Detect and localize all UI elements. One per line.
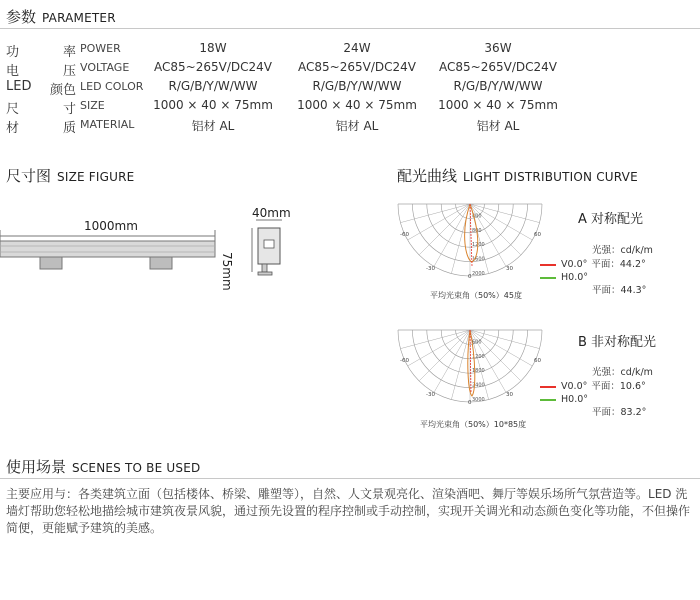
param-value: 18W: [199, 41, 227, 55]
legend-v-swatch: [540, 386, 556, 388]
param-label-zh: [6, 79, 76, 98]
parameter-title-en: PARAMETER: [42, 11, 116, 25]
param-label-en: SIZE: [80, 99, 105, 112]
param-value: 铝材 AL: [191, 119, 235, 133]
polar-angle-label: 0: [468, 274, 472, 280]
legend-h-label: H0.0°: [561, 272, 589, 283]
polar-chart-a: [394, 198, 546, 280]
parameter-header: [6, 6, 116, 27]
param-label-en: POWER: [80, 42, 121, 55]
param-value: 1000 × 40 × 75mm: [153, 98, 273, 112]
legend-plane1: 平面：10.6°: [591, 381, 646, 392]
polar-spoke: [400, 330, 470, 349]
length-label: 1000mm: [84, 219, 138, 233]
param-label-en: LED COLOR: [80, 80, 144, 93]
param-value: AC85~265V/DC24V: [439, 60, 557, 74]
curve-b-unit: 光强：cd/k/m: [592, 367, 653, 378]
param-value: 1000 × 40 × 75mm: [297, 98, 417, 112]
polar-radial-label: 2000: [472, 271, 485, 277]
curve-b-label: B 非对称配光: [578, 335, 657, 350]
param-label-zh-part: 压: [62, 64, 76, 79]
param-label-zh-part: 材: [6, 121, 20, 136]
light-curve-title-zh: 配光曲线: [397, 167, 458, 185]
polar-angle-label: 60: [534, 232, 541, 238]
polar-angle-label: -60: [400, 358, 409, 364]
param-label-zh-part: 寸: [62, 102, 76, 117]
mount-bracket-right: [150, 257, 172, 269]
polar-spoke: [470, 204, 532, 240]
param-value: 36W: [484, 41, 512, 55]
scenes-header: [6, 456, 200, 477]
light-curve-header: [397, 165, 638, 186]
param-value: 24W: [343, 41, 371, 55]
param-label-zh-part: 功: [6, 45, 20, 60]
polar-radial-label: 1800: [472, 368, 485, 375]
param-label-zh-part: 率: [62, 45, 76, 60]
legend-v-label: V0.0°: [561, 381, 588, 392]
param-value: 1000 × 40 × 75mm: [438, 98, 558, 112]
polar-radial-label: 1600: [472, 256, 485, 263]
scenes-description: 主要应用与：各类建筑立面（包括楼体、桥梁、雕塑等），自然、人文景观亮化、渲染酒吧、舞厅等娱乐场所气氛营造等。LED 洗墙灯帮助您轻松地描绘城市建筑夜景风貌，通过预先设置的程序控制或手动控制，实现开关调光和动态颜色变化等功能，不但操作简便，更能赋予建筑的美感。: [6, 487, 691, 535]
size-figure-header: [6, 165, 134, 186]
parameter-rule: [0, 28, 700, 29]
param-label-zh-part: 颜色: [49, 83, 76, 98]
polar-spoke: [400, 204, 470, 223]
polar-radial-label: 1200: [472, 242, 485, 249]
lamp-end-profile: [252, 220, 282, 275]
polar-angle-label: -60: [400, 232, 409, 238]
polar-spoke: [419, 204, 470, 255]
legend-h-swatch: [540, 277, 556, 279]
curve-b-legend: [540, 380, 646, 419]
param-label-zh: [6, 60, 76, 79]
width-label: 40mm: [252, 206, 291, 220]
param-label-zh: [6, 41, 76, 60]
curve-b-caption: 平均光束角（50%）10*85度: [420, 420, 527, 429]
curve-a-caption: 平均光束角（50%）45度: [430, 291, 522, 300]
polar-spoke: [470, 330, 532, 366]
polar-angle-label: 60: [534, 358, 541, 364]
polar-chart-b: [394, 324, 546, 408]
height-label: 75mm: [220, 252, 234, 291]
param-label-zh: [6, 117, 76, 136]
mount-bracket-left: [40, 257, 62, 269]
legend-plane2: 平面：83.2°: [592, 407, 647, 418]
scenes-title-zh: 使用场景: [6, 458, 67, 476]
polar-angle-label: 30: [506, 392, 513, 398]
curve-a-legend: [540, 258, 646, 297]
param-label-zh-part: 质: [62, 121, 76, 136]
param-label-zh-part: LED: [6, 79, 32, 94]
param-value: AC85~265V/DC24V: [154, 60, 272, 74]
polar-angle-label: -30: [426, 266, 435, 272]
legend-plane1: 平面：44.2°: [591, 259, 646, 270]
param-value: 铝材 AL: [335, 119, 379, 133]
light-curve-title-en: LIGHT DISTRIBUTION CURVE: [463, 170, 638, 184]
lamp-body: [0, 241, 215, 257]
param-label-zh-part: 电: [6, 64, 20, 79]
parameter-title-zh: 参数: [6, 8, 37, 26]
polar-spoke: [408, 204, 470, 240]
param-label-zh: [6, 98, 76, 117]
param-value: R/G/B/Y/W/WW: [453, 79, 543, 93]
polar-spoke: [451, 330, 470, 400]
polar-angle-label: 30: [506, 266, 513, 272]
legend-h-swatch: [540, 399, 556, 401]
polar-spoke: [408, 330, 470, 366]
param-value: R/G/B/Y/W/WW: [168, 79, 258, 93]
size-figure-title-zh: 尺寸图: [6, 167, 52, 185]
param-label-en: MATERIAL: [80, 118, 135, 131]
polar-angle-label: 0: [468, 400, 472, 406]
scenes-title-en: SCENES TO BE USED: [72, 461, 201, 475]
param-value: AC85~265V/DC24V: [298, 60, 416, 74]
param-value: R/G/B/Y/W/WW: [312, 79, 402, 93]
scenes-rule: [0, 478, 700, 479]
legend-v-label: V0.0°: [561, 259, 588, 270]
polar-radial-label: 3000: [472, 397, 485, 403]
polar-radial-label: 1200: [472, 353, 485, 360]
polar-angle-label: -30: [426, 392, 435, 398]
param-value: 铝材 AL: [476, 119, 520, 133]
polar-spoke: [419, 330, 470, 381]
polar-radial-label: 600: [472, 339, 482, 346]
polar-spoke: [434, 330, 470, 392]
size-figure-title-en: SIZE FIGURE: [57, 170, 135, 184]
curve-a-unit: 光强：cd/k/m: [592, 245, 653, 256]
param-label-en: VOLTAGE: [80, 61, 130, 74]
curve-a-label: A 对称配光: [578, 212, 644, 227]
polar-radial-label: 400: [472, 213, 482, 220]
param-label-zh-part: 尺: [6, 102, 20, 117]
polar-radial-label: 2400: [472, 382, 485, 389]
legend-h-label: H0.0°: [561, 394, 589, 405]
polar-radial-label: 800: [472, 227, 482, 234]
legend-v-swatch: [540, 264, 556, 266]
legend-plane2: 平面：44.3°: [592, 285, 647, 296]
